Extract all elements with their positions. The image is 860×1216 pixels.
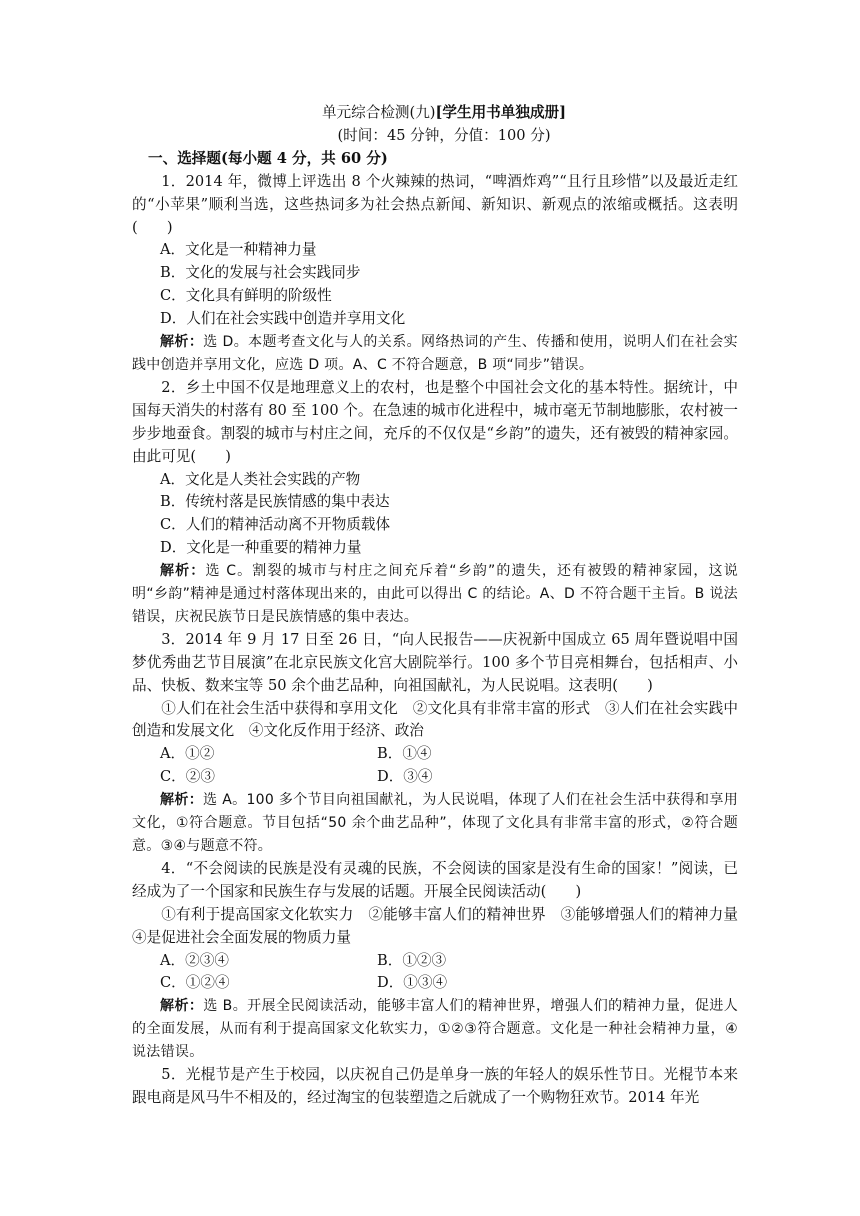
option-d: D．③④	[377, 768, 433, 786]
option-a: A．文化是一种精神力量	[160, 241, 317, 259]
analysis-text: 选 D。本题考查文化与人的关系。网络热词的产生、传播和使用，说明人们在社会实践中创造并享用文化，应选 D 项。A、C 不符合题意，B 项“同步”错误。	[132, 334, 738, 373]
question-1	[132, 171, 738, 377]
analysis-label: 解析：	[160, 792, 204, 809]
option-b: B．①④	[377, 745, 432, 763]
analysis-text: 选 B。开展全民阅读活动，能够丰富人们的精神世界，增强人们的精神力量，促进人的全面发展，从而有利于提高国家文化软实力，①②③符合题意。文化是一种社会精神力量，④说法错误。	[132, 998, 738, 1061]
doc-subtitle: (时间：45 分钟，分值：100 分)	[337, 126, 551, 144]
question-5	[132, 1064, 738, 1110]
option-c: C．文化具有鲜明的阶级性	[160, 287, 332, 305]
analysis-text: 选 A。100 多个节目向祖国献礼，为人民说唱，体现了人们在社会生活中获得和享用文化，①符合题意。节目包括“50 余个曲艺品种”，体现了文化具有非常丰富的形式，②符合题意。③④与题意不符。	[132, 792, 738, 854]
question-stem: 2．乡土中国不仅是地理意义上的农村，也是整个中国社会文化的基本特性。据统计，中国每天消失的村落有 80 至 100 个。在急速的城市化进程中，城市毫无节制地膨胀，农村被一步步地蚕食。割裂的城市与村庄之间，充斥的不仅仅是“乡韵”的遗失，还有被毁的精神家园。由此可见( )	[132, 378, 738, 465]
options-row	[132, 950, 738, 973]
option-d: D．人们在社会实践中创造并享用文化	[160, 310, 406, 328]
title-bracket: [学生用书单独成册]	[435, 104, 567, 121]
question-stem: 4．“不会阅读的民族是没有灵魂的民族，不会阅读的国家是没有生命的国家！”阅读，已经成为了一个国家和民族生存与发展的话题。开展全民阅读活动( )	[132, 859, 738, 900]
question-3	[132, 629, 738, 858]
options-row	[132, 743, 738, 766]
question-2	[132, 377, 738, 629]
question-stem: 3．2014 年 9 月 17 日至 26 日，“向人民报告——庆祝新中国成立 65 周年暨说唱中国梦优秀曲艺节目展演”在北京民族文化宫大剧院举行。100 多个节目亮相舞台，包括相声、小品、快板、数来宝等 50 余个曲艺品种，向祖国献礼，为人民说唱。这表明( )	[132, 630, 738, 694]
document-page	[132, 102, 753, 1110]
analysis-label: 解析：	[160, 563, 206, 580]
analysis	[132, 995, 738, 1064]
title-main: 单元综合检测(九)	[321, 104, 436, 121]
doc-title	[150, 102, 738, 125]
option-a: A．②③④	[160, 951, 229, 969]
option-c: C．②③	[160, 768, 215, 786]
option-a: A．文化是人类社会实践的产物	[160, 470, 361, 488]
section-heading: 一、选择题(每小题 4 分，共 60 分)	[148, 149, 388, 167]
option-c: C．人们的精神活动离不开物质载体	[160, 516, 391, 534]
question-4	[132, 858, 753, 1064]
question-items: ①有利于提高国家文化软实力 ②能够丰富人们的精神世界 ③能够增强人们的精神力量 ④是促进社会全面发展的物质力量	[132, 905, 753, 946]
analysis-text: 选 C。割裂的城市与村庄之间充斥着“乡韵”的遗失，还有被毁的精神家园，这说明“乡韵”精神是通过村落体现出来的，由此可以得出 C 的结论。A、D 不符合题干主旨。B 说法错误，庆祝民族节日是民族情感的集中表达。	[132, 563, 738, 625]
options-row	[132, 766, 738, 789]
option-b: B．①②③	[377, 951, 447, 969]
question-items: ①人们在社会生活中获得和享用文化 ②文化具有非常丰富的形式 ③人们在社会实践中创造和发展文化 ④文化反作用于经济、政治	[132, 699, 738, 740]
option-c: C．①②④	[160, 974, 230, 992]
options-row	[132, 972, 738, 995]
question-stem: 5．光棍节是产生于校园，以庆祝自己仍是单身一族的年轻人的娱乐性节日。光棍节本来跟电商是风马牛不相及的，经过淘宝的包装塑造之后就成了一个购物狂欢节。2014 年光	[132, 1066, 738, 1106]
option-a: A．①②	[160, 745, 215, 763]
option-d: D．文化是一种重要的精神力量	[160, 539, 362, 557]
analysis	[132, 789, 738, 858]
analysis-label: 解析：	[160, 334, 204, 351]
analysis	[132, 331, 738, 377]
analysis	[132, 560, 738, 629]
option-d: D．①③④	[377, 974, 448, 992]
option-b: B．文化的发展与社会实践同步	[160, 264, 361, 282]
analysis-label: 解析：	[160, 998, 204, 1015]
question-stem: 1．2014 年，微博上评选出 8 个火辣辣的热词，“啤酒炸鸡”“且行且珍惜”以及最近走红的“小苹果”顺利当选，这些热词多为社会热点新闻、新知识、新观点的浓缩或概括。这表明( )	[132, 172, 738, 236]
option-b: B．传统村落是民族情感的集中表达	[160, 493, 390, 511]
